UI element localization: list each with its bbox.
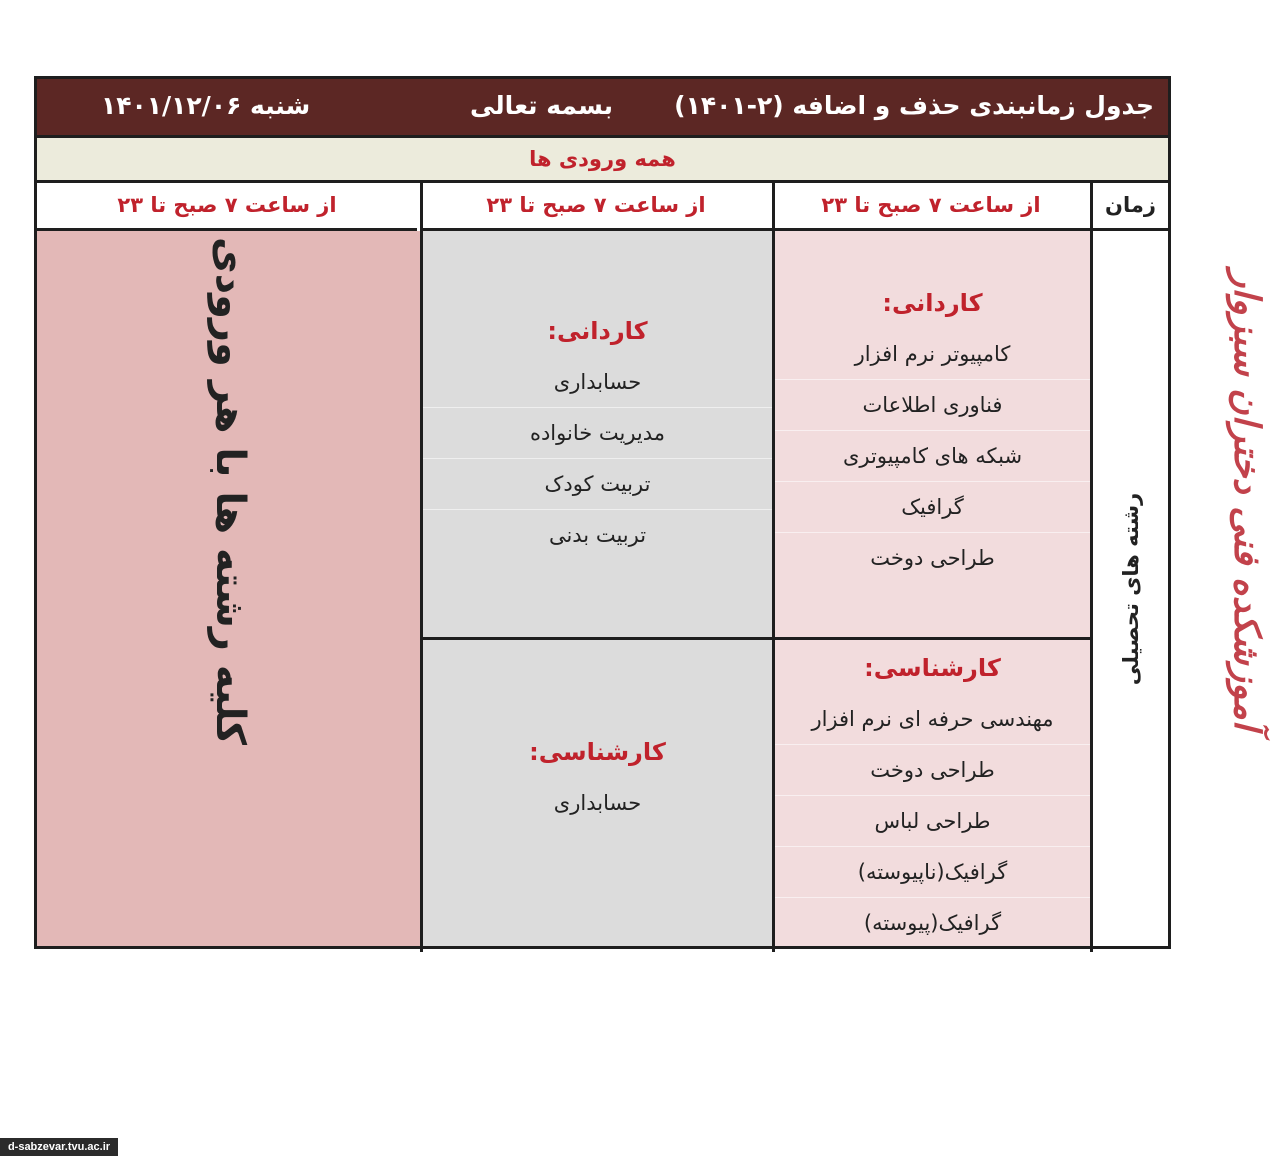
schedule-date: شنبه ۱۴۰۱/۱۲/۰۶ [101, 91, 311, 120]
col1-kardani-heading: کاردانی: [882, 289, 983, 317]
all-fields-text: کلیه رشته ها با هر ورودی [207, 236, 253, 746]
list-item: گرافیک(پیوسته) [863, 911, 1002, 935]
col1-kardani-cell [775, 231, 1090, 637]
col2-karshenasi-cell [423, 640, 772, 946]
col1-karshenasi-cell [775, 640, 1090, 946]
list-item: گرافیک(ناپیوسته) [775, 847, 1090, 898]
list-item: کامپیوتر نرم افزار [775, 329, 1090, 380]
col1-kardani-list [775, 277, 1090, 583]
college-watermark: آموزشکده فنی دختران سبزوار [1226, 270, 1268, 730]
footer-url-text: d-sabzevar.tvu.ac.ir [7, 1141, 111, 1153]
col2-karshenasi-heading: کارشناسی: [529, 738, 666, 766]
time-range-col1: از ساعت ۷ صبح تا ۲۳ [772, 183, 1090, 231]
col2-karshenasi-list [423, 726, 772, 828]
bismillah-text: بسمه تعالی [470, 91, 614, 120]
table-header [37, 79, 1168, 135]
schedule-title: جدول زمانبندی حذف و اضافه (۲-۱۴۰۱) [674, 91, 1154, 120]
list-item: حسابداری [553, 791, 642, 815]
grid-line [420, 183, 423, 952]
list-item: مهندسی حرفه ای نرم افزار [775, 694, 1090, 745]
grid-line [772, 183, 775, 952]
list-item: شبکه های کامپیوتری [775, 431, 1090, 482]
col2-kardani-cell [423, 231, 772, 637]
list-item: طراحی لباس [775, 796, 1090, 847]
list-item: تربیت کودک [423, 459, 772, 510]
col2-kardani-heading: کاردانی: [547, 317, 648, 345]
list-item: گرافیک [775, 482, 1090, 533]
time-range-col3: از ساعت ۷ صبح تا ۲۳ [37, 183, 417, 231]
col1-karshenasi-list [775, 642, 1090, 948]
time-range-col2: از ساعت ۷ صبح تا ۲۳ [420, 183, 772, 231]
col3-cell [37, 231, 420, 946]
fields-of-study-label: رشته های تحصیلی [1118, 492, 1143, 685]
list-item: طراحی دوخت [775, 745, 1090, 796]
footer-url-badge[interactable] [0, 1138, 118, 1156]
col2-kardani-list [423, 305, 772, 560]
list-item: مدیریت خانواده [423, 408, 772, 459]
list-item: حسابداری [423, 357, 772, 408]
list-item: فناوری اطلاعات [775, 380, 1090, 431]
time-label: زمان [1093, 183, 1168, 231]
row-label-cell [1093, 231, 1168, 946]
col1-karshenasi-heading: کارشناسی: [864, 654, 1001, 682]
grid-line [1090, 183, 1093, 952]
list-item: طراحی دوخت [870, 546, 995, 570]
list-item: تربیت بدنی [548, 523, 647, 547]
schedule-table [34, 76, 1171, 949]
entries-subheader: همه ورودی ها [37, 135, 1168, 183]
